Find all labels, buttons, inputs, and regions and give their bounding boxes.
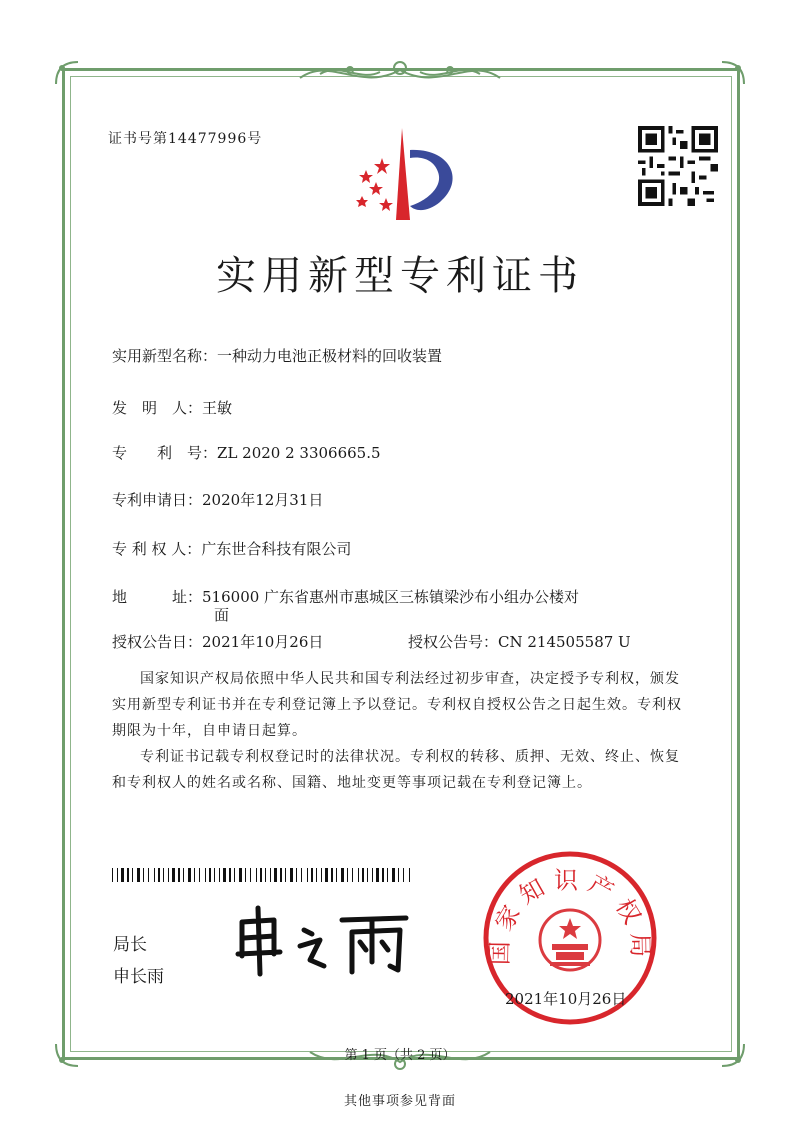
barcode-stripe xyxy=(285,868,286,882)
barcode-stripe xyxy=(239,868,242,882)
field-value: 广东世合科技有限公司 xyxy=(201,540,352,558)
seal-date: 2021年10月26日 xyxy=(505,990,627,1008)
barcode-stripe xyxy=(132,868,133,882)
barcode-stripe xyxy=(178,868,180,882)
barcode-stripe xyxy=(325,868,328,882)
field-value: 一种动力电池正极材料的回收装置 xyxy=(217,347,443,365)
field-grant-date xyxy=(112,631,323,652)
barcode-stripe xyxy=(392,868,395,882)
barcode-stripe xyxy=(274,868,277,882)
field-patentee xyxy=(112,538,351,559)
barcode-stripe xyxy=(163,868,164,882)
barcode-stripe xyxy=(403,868,404,882)
certificate-title: 实用新型专利证书 xyxy=(216,253,584,299)
barcode-stripe xyxy=(168,868,169,882)
field-label: 专 利 号： xyxy=(112,444,218,462)
qr-code-icon xyxy=(638,126,718,206)
footer-note: 其他事项参见背面 xyxy=(343,1094,456,1109)
barcode-stripe xyxy=(331,868,333,882)
barcode-stripe xyxy=(209,868,211,882)
field-utility-model-name xyxy=(112,345,442,366)
barcode-stripe xyxy=(260,868,262,882)
barcode-stripe xyxy=(183,868,184,882)
barcode-stripe xyxy=(214,868,215,882)
director-name: 申长雨 xyxy=(113,967,164,987)
barcode-stripe xyxy=(229,868,231,882)
barcode-stripe xyxy=(301,868,302,882)
barcode-stripe xyxy=(321,868,322,882)
barcode-stripe xyxy=(280,868,282,882)
barcode-stripe xyxy=(194,868,195,882)
barcode-stripe xyxy=(121,868,124,882)
barcode-stripe xyxy=(137,868,140,882)
barcode-stripe xyxy=(316,868,317,882)
barcode-stripe xyxy=(352,868,353,882)
barcode-stripe xyxy=(311,868,313,882)
barcode-stripe xyxy=(290,868,293,882)
top-ornament xyxy=(290,52,510,92)
certificate-number: 证书号第14477996号 xyxy=(108,131,263,147)
field-value: ZL 2020 2 3306665.5 xyxy=(217,444,381,462)
field-address xyxy=(112,586,579,607)
barcode-stripe xyxy=(409,868,410,882)
field-label: 发 明 人： xyxy=(112,399,203,417)
barcode-stripe xyxy=(143,868,144,882)
field-label: 实用新型名称： xyxy=(112,347,218,365)
field-value: 2021年10月26日 xyxy=(202,633,324,651)
field-patent-number xyxy=(112,442,381,463)
corner-ornament-top-right xyxy=(718,58,748,88)
field-application-date xyxy=(112,489,323,510)
barcode-stripe xyxy=(341,868,344,882)
barcode-stripe xyxy=(158,868,160,882)
barcode-stripe xyxy=(358,868,359,882)
barcode-stripe xyxy=(205,868,206,882)
barcode-stripe xyxy=(112,868,113,882)
field-value: 王敏 xyxy=(202,399,233,417)
seal-text: 国家知识产权局 xyxy=(485,866,655,966)
barcode-stripe xyxy=(127,868,129,882)
field-label: 地 址： xyxy=(112,588,203,606)
body-paragraph: 国家知识产权局依照中华人民共和国专利法经过初步审查，决定授予专利权，颁发实用新型专利证书并在专利登记簿上予以登记。专利权自授权公告之日起生效。专利权期限为十年，自申请日起算。 xyxy=(112,671,682,739)
field-grant-number xyxy=(408,631,631,652)
barcode-stripe xyxy=(223,868,226,882)
field-label: 专利申请日： xyxy=(112,491,203,509)
barcode-stripe xyxy=(256,868,257,882)
field-value: 2020年12月31日 xyxy=(202,491,324,509)
barcode-stripe xyxy=(382,868,384,882)
barcode-stripe xyxy=(265,868,266,882)
field-label: 专 利 权 人： xyxy=(112,540,202,558)
barcode-stripe xyxy=(148,868,149,882)
director-title: 局长 xyxy=(113,935,147,955)
field-value: CN 214505587 U xyxy=(498,633,631,651)
barcode-stripe xyxy=(188,868,191,882)
field-label: 授权公告日： xyxy=(112,633,203,651)
body-paragraph: 专利证书记载专利权登记时的法律状况。专利权的转移、质押、无效、终止、恢复和专利权人的姓名或名称、国籍、地址变更等事项记载在专利登记簿上。 xyxy=(112,749,680,791)
barcode-stripe xyxy=(398,868,399,882)
barcode-stripe xyxy=(362,868,364,882)
barcode-stripe xyxy=(270,868,271,882)
barcode-stripe xyxy=(199,868,200,882)
field-inventor xyxy=(112,397,232,418)
director-signature xyxy=(230,900,420,980)
barcode-stripe xyxy=(336,868,337,882)
barcode-stripe xyxy=(219,868,220,882)
cnipa-logo-icon xyxy=(340,120,470,230)
field-address-line2: 面 xyxy=(214,606,230,624)
barcode-stripe xyxy=(117,868,118,882)
barcode-stripe xyxy=(245,868,246,882)
barcode-stripe xyxy=(372,868,373,882)
barcode-stripe xyxy=(376,868,379,882)
barcode-stripe xyxy=(234,868,235,882)
field-value: 516000 广东省惠州市惠城区三栋镇梁沙布小组办公楼对 xyxy=(202,588,580,606)
barcode-stripe xyxy=(307,868,308,882)
barcode-stripe xyxy=(367,868,368,882)
barcode-stripe xyxy=(296,868,297,882)
barcode-stripe xyxy=(387,868,388,882)
barcode-stripe xyxy=(347,868,348,882)
barcode-icon xyxy=(112,868,412,882)
barcode-stripe xyxy=(172,868,175,882)
corner-ornament-top-left xyxy=(52,58,82,88)
barcode-stripe xyxy=(250,868,251,882)
barcode-stripe xyxy=(154,868,155,882)
field-label: 授权公告号： xyxy=(408,633,499,651)
page-number: 第 1 页（共 2 页） xyxy=(344,1048,456,1063)
